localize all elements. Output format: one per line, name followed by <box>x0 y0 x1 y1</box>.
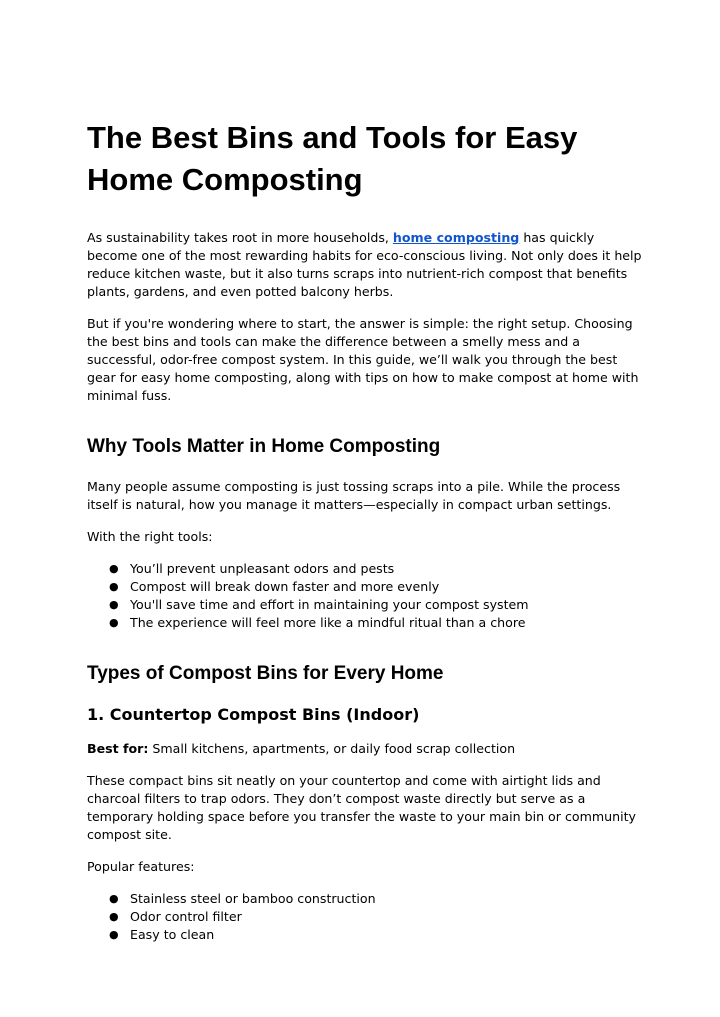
right-tools-list <box>87 560 647 632</box>
bullet-icon: ● <box>109 928 119 941</box>
page-title: The Best Bins and Tools for Easy Home Composting <box>87 120 578 197</box>
list-item <box>87 560 647 578</box>
home-composting-link[interactable]: home composting <box>392 230 520 245</box>
section-heading-why-tools: Why Tools Matter in Home Composting <box>87 436 441 457</box>
intro-paragraph <box>87 229 647 301</box>
list-item-text: Odor control filter <box>130 909 242 924</box>
popular-features-list <box>87 890 647 944</box>
intro-text-after: has quickly become one of the most rewarding habits for eco-conscious living. Not only does it help reduce kitchen waste, but it also turns scraps into nutrient-rich compost that benefits plants, gardens, and even potted balcony herbs. <box>87 230 642 299</box>
document-page <box>87 117 647 966</box>
list-item <box>87 578 647 596</box>
list-item-text: You’ll prevent unpleasant odors and pests <box>130 561 395 576</box>
bullet-icon: ● <box>109 580 119 593</box>
list-item-text: You'll save time and effort in maintaining your compost system <box>130 597 529 612</box>
best-for-label: Best for: <box>87 741 149 756</box>
list-item-text: The experience will feel more like a mindful ritual than a chore <box>130 615 526 630</box>
popular-features-lead: Popular features: <box>87 859 195 874</box>
section-heading-types-of-bins: Types of Compost Bins for Every Home <box>87 663 444 684</box>
bullet-icon: ● <box>109 892 119 905</box>
bullet-icon: ● <box>109 910 119 923</box>
bullet-icon: ● <box>109 598 119 611</box>
why-tools-paragraph: Many people assume composting is just tossing scraps into a pile. While the process itself is natural, how you manage it matters—especially in compact urban settings. <box>87 479 621 512</box>
list-item <box>87 926 647 944</box>
list-item <box>87 596 647 614</box>
setup-paragraph: But if you're wondering where to start, the answer is simple: the right setup. Choosing the best bins and tools can make the difference between a smelly mess and a successful, odor-free compost system. In this guide, we’ll walk you through the best gear for easy home composting, along with tips on how to make compost at home with minimal fuss. <box>87 316 639 403</box>
list-item-text: Compost will break down faster and more evenly <box>130 579 440 594</box>
right-tools-lead: With the right tools: <box>87 529 213 544</box>
bullet-icon: ● <box>109 562 119 575</box>
countertop-bins-paragraph: These compact bins sit neatly on your countertop and come with airtight lids and charcoal filters to trap odors. They don’t compost waste directly but serve as a temporary holding space before you transfer the waste to your main bin or community compost site. <box>87 773 636 842</box>
list-item <box>87 614 647 632</box>
list-item <box>87 890 647 908</box>
subheading-countertop-bins: 1. Countertop Compost Bins (Indoor) <box>87 705 420 724</box>
list-item-text: Stainless steel or bamboo construction <box>130 891 376 906</box>
best-for-line <box>87 740 647 758</box>
list-item <box>87 908 647 926</box>
best-for-text: Small kitchens, apartments, or daily food scrap collection <box>148 741 516 756</box>
list-item-text: Easy to clean <box>130 927 215 942</box>
intro-text-before: As sustainability takes root in more households, <box>87 230 393 245</box>
bullet-icon: ● <box>109 616 119 629</box>
